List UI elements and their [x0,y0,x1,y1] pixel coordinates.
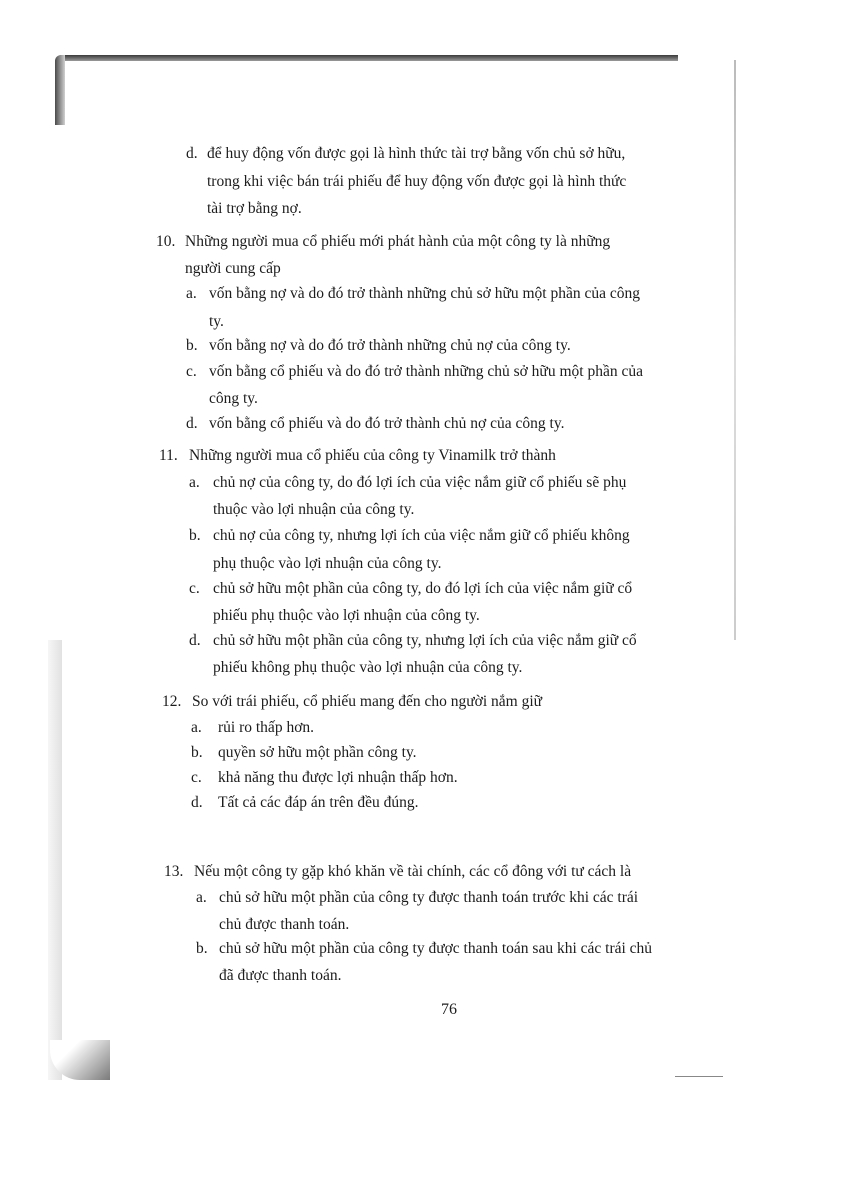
option-text: quyền sở hữu một phần công ty. [218,744,417,761]
option-label: b. [186,337,198,354]
option-label: c. [191,769,202,786]
question-stem: So với trái phiếu, cổ phiếu mang đến cho người nắm giữ [192,693,543,710]
option-text: chủ được thanh toán. [219,916,350,933]
question-stem: Những người mua cổ phiếu mới phát hành của một công ty là những [185,233,611,250]
option-text: phiếu không phụ thuộc vào lợi nhuận của công ty. [213,659,523,676]
question-stem: Nếu một công ty gặp khó khăn về tài chính, các cổ đông với tư cách là [194,863,632,880]
question-number: 11. [159,447,178,464]
option-text: phụ thuộc vào lợi nhuận của công ty. [213,555,442,572]
option-label: a. [189,474,200,491]
option-text: chủ nợ của công ty, nhưng lợi ích của việc nắm giữ cổ phiếu không [213,527,630,544]
question-number: 10. [156,233,176,250]
option-text: chủ sở hữu một phần của công ty được thanh toán sau khi các trái chủ [219,940,653,957]
option-label: c. [186,363,197,380]
question-stem: người cung cấp [185,260,281,277]
question-number: 13. [164,863,184,880]
option-label: b. [189,527,201,544]
option-text: đã được thanh toán. [219,967,342,984]
option-text: công ty. [209,390,258,407]
option-label: a. [191,719,202,736]
option-label: d. [186,415,198,432]
option-label: b. [191,744,203,761]
page-number: 76 [441,1001,457,1018]
option-text: chủ sở hữu một phần của công ty, do đó lợi ích của việc nắm giữ cổ [213,580,633,597]
option-text: vốn bằng cổ phiếu và do đó trở thành những chủ sở hữu một phần của [209,363,643,380]
option-label: b. [196,940,208,957]
option-label: d. [191,794,203,811]
option-text: phiếu phụ thuộc vào lợi nhuận của công ty. [213,607,480,624]
option-label: d. [189,632,201,649]
option-text: để huy động vốn được gọi là hình thức tài trợ bằng vốn chủ sở hữu, [207,145,626,162]
option-text: Tất cả các đáp án trên đều đúng. [218,794,419,811]
question-stem: Những người mua cổ phiếu của công ty Vinamilk trở thành [189,447,556,464]
option-text: vốn bằng cổ phiếu và do đó trở thành chủ nợ của công ty. [209,415,565,432]
option-text: chủ sở hữu một phần của công ty được thanh toán trước khi các trái [219,889,639,906]
option-label: d. [186,145,198,162]
option-label: c. [189,580,200,597]
option-text: chủ sở hữu một phần của công ty, nhưng lợi ích của việc nắm giữ cổ [213,632,637,649]
option-text: ty. [209,313,224,330]
option-text: trong khi việc bán trái phiếu để huy động vốn được gọi là hình thức [207,173,627,190]
option-text: chủ nợ của công ty, do đó lợi ích của việc nắm giữ cổ phiếu sẽ phụ [213,474,627,491]
option-text: tài trợ bằng nợ. [207,200,302,217]
option-text: thuộc vào lợi nhuận của công ty. [213,501,415,518]
option-text: vốn bằng nợ và do đó trở thành những chủ sở hữu một phần của công [209,285,640,302]
question-number: 12. [162,693,182,710]
option-text: khả năng thu được lợi nhuận thấp hơn. [218,769,458,786]
option-text: rủi ro thấp hơn. [218,719,315,736]
option-text: vốn bằng nợ và do đó trở thành những chủ nợ của công ty. [209,337,571,354]
option-label: a. [186,285,197,302]
option-label: a. [196,889,207,906]
